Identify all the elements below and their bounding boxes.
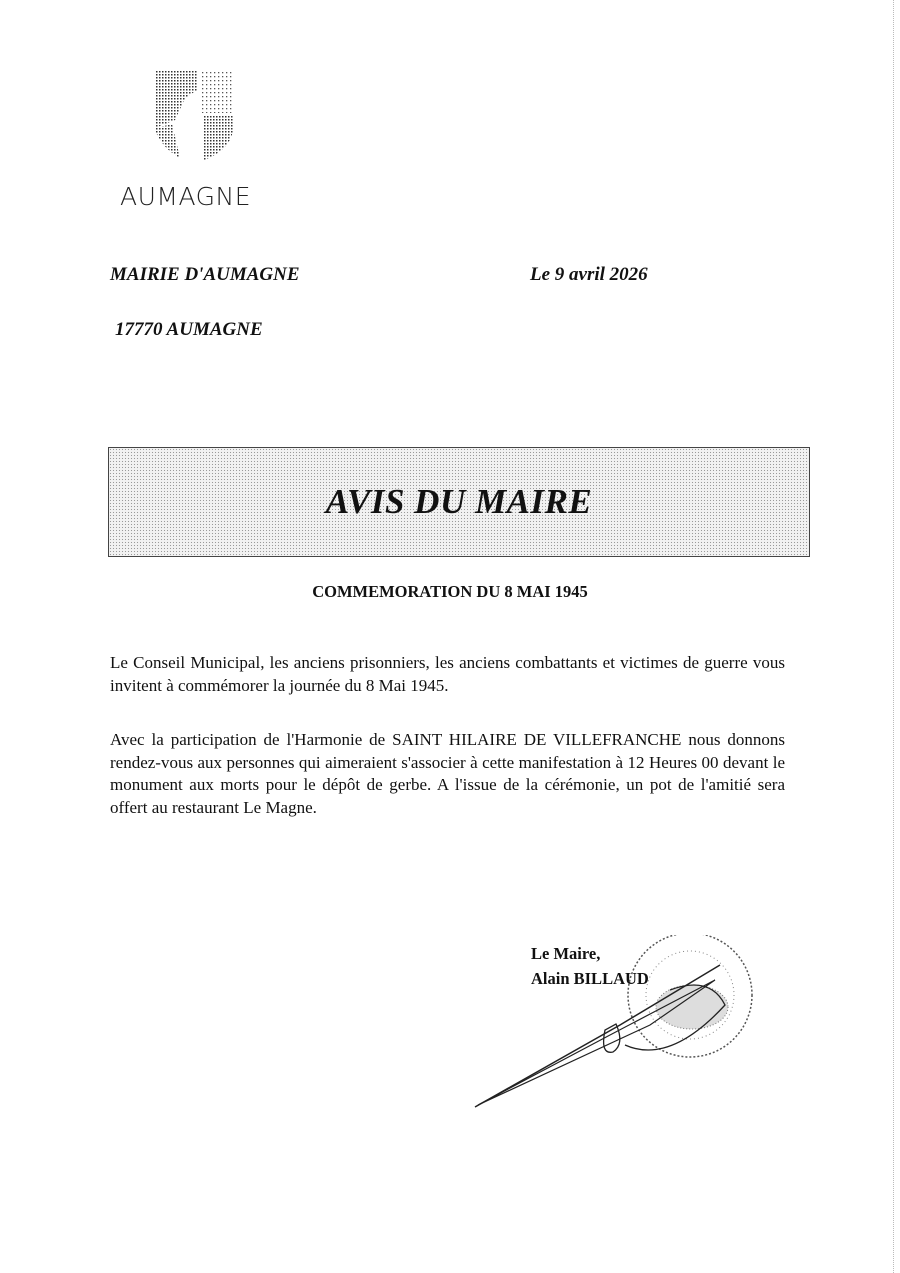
- stamp-signature-icon: [470, 935, 770, 1115]
- page-title: AVIS DU MAIRE: [325, 482, 593, 521]
- logo-text: AUMAGNE: [120, 182, 252, 211]
- signature-name: Alain BILLAUD: [531, 969, 649, 988]
- title-box: [108, 447, 810, 557]
- shield-logo-icon: [150, 68, 240, 168]
- date: Le 9 avril 2026: [530, 264, 648, 285]
- page-edge: [893, 0, 894, 1273]
- paragraph: Le Conseil Municipal, les anciens prisonniers, les anciens combattants et victimes de guerre vous invitent à commémorer la journée du 8 Mai 1945.: [110, 653, 785, 695]
- sender-address: 17770 AUMAGNE: [115, 319, 263, 340]
- signature-role: Le Maire,: [531, 944, 601, 963]
- paragraph: Avec la participation de l'Harmonie de SAINT HILAIRE DE VILLEFRANCHE nous donnons rendez-vous aux personnes qui aimeraient s'associer à cette manifestation à 12 Heures 00 devant le monument aux morts pour le dépôt de gerbe. A l'issue de la cérémonie, un pot de l'amitié sera offert au restaurant Le Magne.: [110, 730, 785, 817]
- sender-name: MAIRIE D'AUMAGNE: [110, 264, 300, 285]
- subtitle: COMMEMORATION DU 8 MAI 1945: [312, 582, 588, 601]
